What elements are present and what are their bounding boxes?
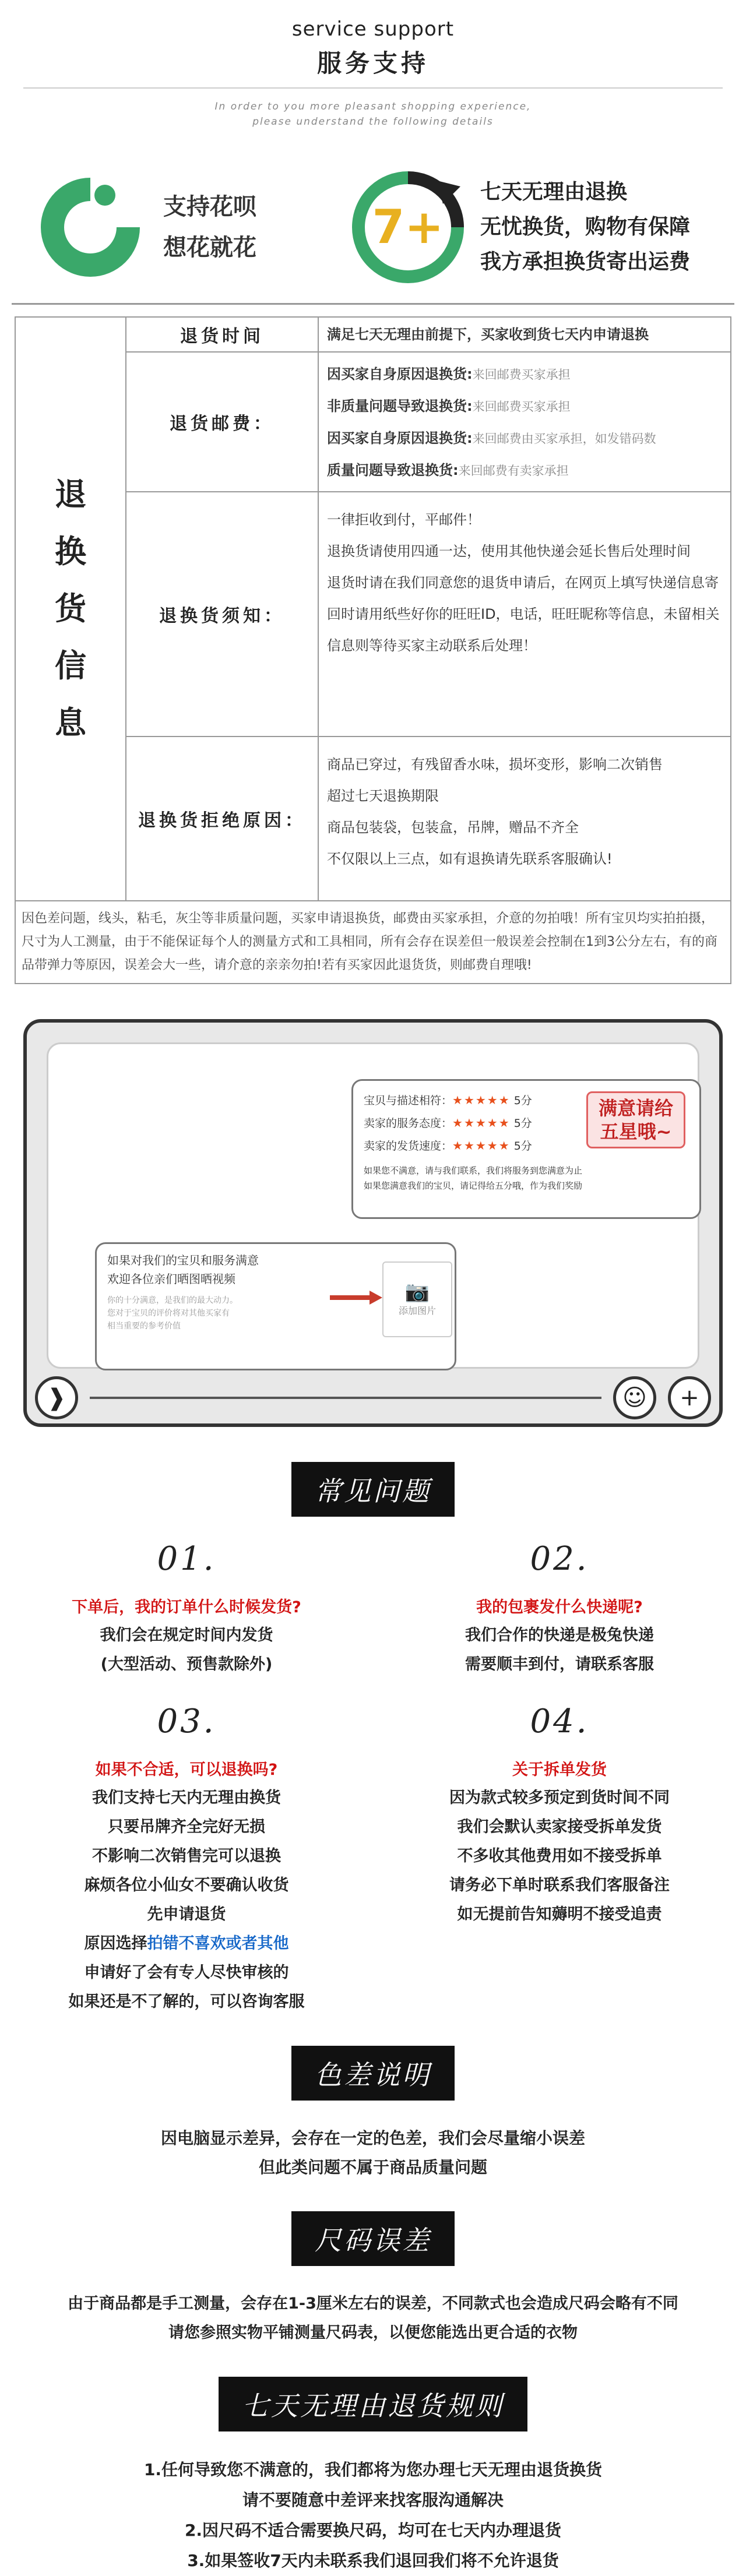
faq-item bbox=[373, 1679, 746, 2017]
faq-answer-prefix: 原因选择 bbox=[84, 1934, 147, 1953]
faq-answer: 需要顺丰到付，请联系客服 bbox=[465, 1655, 654, 1673]
emoji-icon[interactable]: ☺ bbox=[613, 1376, 656, 1419]
faq-answer: 我们合作的快递是极兔快递 bbox=[465, 1626, 654, 1644]
review-line: 欢迎各位亲们晒图晒视频 bbox=[107, 1272, 235, 1286]
faq-question: 关于拆单发货 bbox=[512, 1761, 607, 1779]
policy-heading bbox=[0, 2377, 746, 2431]
faq-answer: 不影响二次销售完可以退换 bbox=[92, 1847, 281, 1865]
faq-heading bbox=[0, 1462, 746, 1517]
faq-answer: 麻烦各位小仙女不要确认收货 bbox=[84, 1876, 289, 1894]
faq-question: 下单后，我的订单什么时候发货? bbox=[72, 1598, 301, 1616]
faq-number: 01. bbox=[157, 1540, 216, 1578]
seven-day-line: 我方承担换货寄出运费 bbox=[480, 250, 691, 274]
review-bubble bbox=[95, 1242, 456, 1370]
row-text: 超过七天退换期限 bbox=[327, 788, 439, 804]
row-text: 不仅限以上三点，如有退换请先联系客服确认! bbox=[327, 851, 613, 867]
row-text: 一律拒收到付，平邮件！ bbox=[327, 512, 481, 528]
row-text: 退货时请在我们同意您的退货申请后，在网页上填写快递信息寄回时请用纸些好你的旺旺ID，电话，旺旺昵称等信息，未留相关信息则等待买家主动联系后处理！ bbox=[327, 575, 720, 654]
faq-answer: 不多收其他费用如不接受拆单 bbox=[457, 1847, 662, 1865]
small-line: 您对于宝贝的评价将对其他买家有 bbox=[107, 1309, 230, 1318]
faq-number: 03. bbox=[157, 1703, 216, 1740]
table-row bbox=[126, 353, 730, 492]
row-value bbox=[319, 737, 730, 900]
color-heading-text: 色差说明 bbox=[291, 2046, 455, 2101]
small-line: 你的十分满意，是我们的最大动力。 bbox=[107, 1296, 238, 1305]
row-label: 退货邮费： bbox=[126, 353, 319, 491]
rating-note bbox=[364, 1163, 689, 1193]
subtitle-line: please understand the following details bbox=[252, 116, 494, 128]
voice-icon[interactable]: ❱ bbox=[35, 1376, 78, 1419]
review-chat-illustration bbox=[23, 1019, 723, 1427]
review-line: 如果对我们的宝贝和服务满意 bbox=[107, 1253, 259, 1267]
rating-bubble bbox=[351, 1079, 701, 1219]
policy-line: 1.任何导致您不满意的，我们都将为您办理七天无理由退货换货 bbox=[143, 2460, 603, 2479]
row-label: 退换货须知： bbox=[126, 492, 319, 736]
faq-answer: (大型活动、预售款除外) bbox=[100, 1655, 273, 1673]
faq-item bbox=[373, 1517, 746, 1679]
faq-answer: 我们会在规定时间内发货 bbox=[100, 1626, 273, 1644]
plus-icon[interactable]: + bbox=[668, 1376, 711, 1419]
row-text: 满足七天无理由前提下，买家收到货七天内申请退换 bbox=[327, 326, 649, 343]
chat-screen bbox=[47, 1042, 699, 1369]
row-text: 因买家自身原因退换货: bbox=[327, 366, 473, 382]
small-line: 相当重要的参考价值 bbox=[107, 1322, 181, 1331]
photo-label: 添加图片 bbox=[398, 1305, 436, 1316]
side-char: 信 bbox=[55, 647, 86, 684]
side-char: 货 bbox=[55, 590, 86, 627]
rating-label: 卖家的服务态度： bbox=[364, 1117, 453, 1130]
huabei-logo-icon bbox=[35, 172, 146, 283]
faq-answer: 只要吊牌齐全完好无损 bbox=[108, 1818, 265, 1836]
row-text: 质量问题导致退换货: bbox=[327, 462, 459, 478]
subtitle bbox=[0, 99, 746, 129]
table-row bbox=[126, 492, 730, 737]
five-star-tag bbox=[586, 1091, 685, 1148]
color-heading bbox=[0, 2046, 746, 2101]
row-text: 来回邮费由买家承担，如发错码数 bbox=[472, 432, 656, 446]
faq-answer: 如果还是不了解的，可以咨询客服 bbox=[68, 1993, 305, 2011]
faq-question: 如果不合适，可以退换吗? bbox=[95, 1761, 278, 1779]
size-heading bbox=[0, 2211, 746, 2266]
faq-answer: 申请好了会有专人尽快审核的 bbox=[84, 1964, 289, 1982]
stars-icon: ★★★★★ bbox=[452, 1093, 511, 1107]
returns-footnote: 因色差问题，线头，粘毛，灰尘等非质量问题，买家申请退换货，邮费由买家承担，介意的勿拍哦！所有宝贝均实拍拍摄，尺寸为人工测量，由于不能保证每个人的测量方式和工具相同，所有会存在误差但一般误差会控制在1到3公分左右，有的商品带弹力等原因，误差会大一些，请介意的亲亲勿拍!若有买家因此退货货，则邮费自理哦! bbox=[15, 901, 731, 984]
returns-rows bbox=[126, 318, 730, 900]
row-text: 来回邮费买家承担 bbox=[472, 368, 571, 382]
policy-line: 请不要随意中差评来找客服沟通解决 bbox=[242, 2490, 504, 2510]
faq-answer: 我们支持七天内无理由换货 bbox=[92, 1789, 281, 1807]
huabei-line: 想花就花 bbox=[163, 234, 256, 261]
seven-day-line: 七天无理由退换 bbox=[480, 180, 628, 204]
services-row bbox=[0, 140, 746, 303]
row-text: 因买家自身原因退换货: bbox=[327, 430, 473, 446]
stars-icon: ★★★★★ bbox=[452, 1139, 511, 1153]
stars-icon: ★★★★★ bbox=[452, 1116, 511, 1130]
table-row bbox=[126, 318, 730, 353]
returns-table bbox=[15, 316, 731, 901]
returns-side-label bbox=[16, 318, 126, 900]
row-label: 退货时间 bbox=[126, 318, 319, 351]
color-line: 因电脑显示差异，会存在一定的色差，我们会尽量缩小误差 bbox=[160, 2129, 585, 2148]
faq-answer: 我们会默认卖家接受拆单发货 bbox=[457, 1818, 662, 1836]
divider bbox=[12, 303, 734, 305]
faq-answer bbox=[0, 1929, 373, 1958]
title-cn: 服务支持 bbox=[316, 49, 429, 77]
faq-answer: 请务必下单时联系我们客服备注 bbox=[449, 1876, 670, 1894]
add-photo-button[interactable] bbox=[382, 1261, 452, 1337]
size-line: 由于商品都是手工测量，会存在1-3厘米左右的误差，不同款式也会造成尺码会略有不同 bbox=[68, 2295, 678, 2313]
divider bbox=[23, 87, 723, 89]
faq-heading-text: 常见问题 bbox=[291, 1462, 455, 1517]
seven-day-line: 无忧换货，购物有保障 bbox=[480, 215, 691, 239]
faq-number: 04. bbox=[530, 1703, 589, 1740]
subtitle-line: In order to you more pleasant shopping experience, bbox=[214, 101, 532, 112]
row-value bbox=[319, 318, 730, 351]
huabei-text bbox=[163, 186, 256, 268]
side-char: 退 bbox=[55, 476, 86, 513]
huabei-line: 支持花呗 bbox=[163, 193, 256, 220]
color-line: 但此类问题不属于商品质量问题 bbox=[258, 2158, 487, 2177]
row-text: 来回邮费买家承担 bbox=[472, 400, 571, 414]
policy-section bbox=[0, 2455, 746, 2576]
faq-answer: 因为款式较多预定到货时间不同 bbox=[449, 1789, 670, 1807]
size-heading-text: 尺码误差 bbox=[291, 2211, 455, 2266]
row-text: 来回邮费有卖家承担 bbox=[458, 464, 569, 478]
rating-score: 5分 bbox=[513, 1140, 532, 1153]
faq-item bbox=[0, 1679, 373, 2017]
badge-text: 7+ bbox=[372, 200, 444, 254]
title-en: service support bbox=[291, 17, 455, 41]
rating-label: 卖家的发货速度： bbox=[364, 1140, 453, 1153]
faq-answer-highlight: 拍错不喜欢或者其他 bbox=[147, 1934, 289, 1953]
rating-score: 5分 bbox=[513, 1094, 532, 1107]
seven-day-text bbox=[480, 175, 690, 280]
chat-input-line[interactable] bbox=[90, 1397, 601, 1399]
huabei-block bbox=[35, 151, 338, 303]
color-section bbox=[0, 2124, 746, 2182]
service-header bbox=[0, 0, 746, 140]
faq-number: 02. bbox=[530, 1540, 589, 1578]
rating-score: 5分 bbox=[513, 1117, 532, 1130]
faq-answer: 先申请退货 bbox=[147, 1905, 226, 1923]
side-char: 换 bbox=[55, 533, 86, 570]
row-text: 退换货请使用四通一达，使用其他快递会延长售后处理时间 bbox=[327, 543, 691, 559]
size-line: 请您参照实物平铺测量尺码表，以便您能选出更合适的衣物 bbox=[168, 2324, 578, 2342]
rating-label: 宝贝与描述相符： bbox=[364, 1094, 453, 1107]
tag-line: 五星哦~ bbox=[600, 1120, 672, 1143]
seven-day-block bbox=[350, 151, 690, 303]
faq-item bbox=[0, 1517, 373, 1679]
arrow-right-icon bbox=[330, 1291, 382, 1305]
row-label: 退换货拒绝原因： bbox=[126, 737, 319, 900]
chat-input-bar bbox=[23, 1369, 723, 1427]
side-char: 息 bbox=[55, 704, 86, 741]
row-text: 商品包装袋，包装盒，吊牌，赠品不齐全 bbox=[327, 819, 579, 836]
policy-heading-text: 七天无理由退货规则 bbox=[219, 2377, 527, 2431]
row-text: 商品已穿过，有残留香水味，损坏变形，影响二次销售 bbox=[327, 756, 663, 773]
size-section bbox=[0, 2289, 746, 2348]
row-value bbox=[319, 492, 730, 736]
row-text: 非质量问题导致退换货: bbox=[327, 398, 473, 414]
seven-day-badge-icon bbox=[350, 169, 466, 286]
note-line: 如果您不满意，请与我们联系，我们将服务到您满意为止 bbox=[364, 1165, 583, 1176]
faq-answer: 如无提前告知薅明不接受追责 bbox=[457, 1905, 662, 1923]
faq-question: 我的包裹发什么快递呢? bbox=[476, 1598, 643, 1616]
tag-line: 满意请给 bbox=[598, 1097, 673, 1119]
row-value bbox=[319, 353, 730, 491]
table-row bbox=[126, 737, 730, 900]
faq-grid bbox=[0, 1517, 746, 2017]
policy-line: 2.因尺码不适合需要换尺码，均可在七天内办理退货 bbox=[184, 2521, 562, 2540]
camera-icon: 📷 bbox=[404, 1280, 430, 1303]
note-line: 如果您满意我们的宝贝，请记得给五分哦，作为我们奖励 bbox=[364, 1180, 583, 1191]
policy-line: 3.如果签收7天内未联系我们退回我们将不允许退货 bbox=[187, 2551, 559, 2570]
